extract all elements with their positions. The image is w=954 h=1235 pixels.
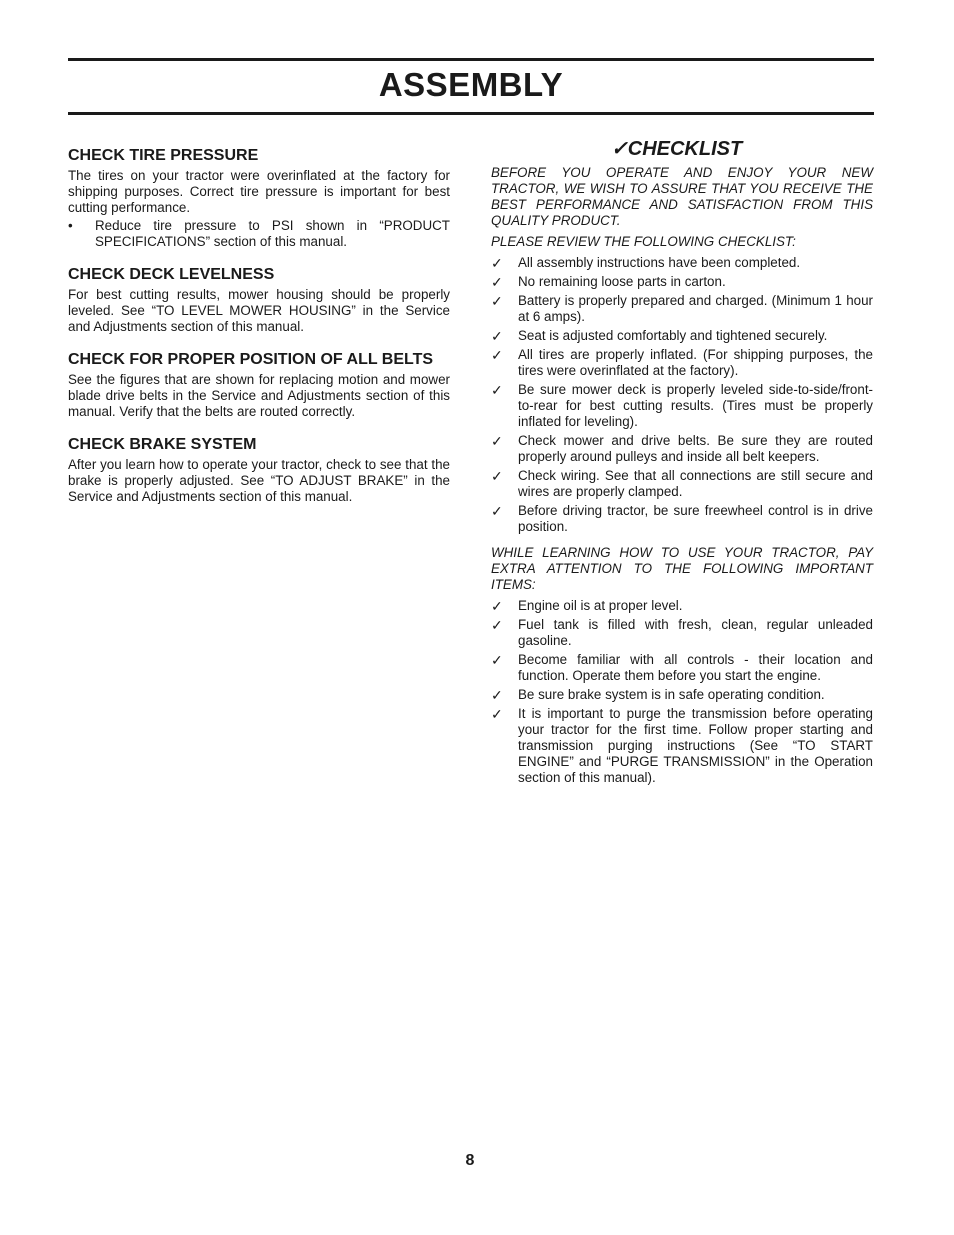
checkmark-icon: ✓ xyxy=(491,503,503,519)
checklist-list xyxy=(491,255,873,535)
bullet-text: Reduce tire pressure to PSI shown in “PRODUCT SPECIFICATIONS” section of this manual. xyxy=(95,218,450,249)
learning-item xyxy=(491,617,873,649)
section-tire-pressure xyxy=(68,146,450,250)
checklist-item-text: Check wiring. See that all connections are still secure and wires are properly clamped. xyxy=(518,468,873,499)
checklist-item-text: All tires are properly inflated. (For shipping purposes, the tires were overinflated at the factory). xyxy=(518,347,873,378)
checkmark-icon: ✓ xyxy=(491,617,503,633)
section-deck-levelness xyxy=(68,265,450,335)
learning-item xyxy=(491,598,873,614)
checkmark-icon: ✓ xyxy=(491,687,503,703)
section-body: The tires on your tractor were overinflated at the factory for shipping purposes. Correct tire pressure is important for best cutting performance. xyxy=(68,168,450,215)
learning-item-text: Engine oil is at proper level. xyxy=(518,598,683,613)
learning-item-text: Be sure brake system is in safe operating condition. xyxy=(518,687,825,702)
learning-item xyxy=(491,687,873,703)
checklist-item xyxy=(491,274,873,290)
checkmark-icon: ✓ xyxy=(491,652,503,668)
checkmark-icon: ✓ xyxy=(491,433,503,449)
header-top-rule xyxy=(68,58,874,61)
checklist-item xyxy=(491,347,873,379)
checklist-item-text: Before driving tractor, be sure freewheel control is in drive position. xyxy=(518,503,873,534)
checklist-item-text: No remaining loose parts in carton. xyxy=(518,274,726,289)
section-heading: CHECK FOR PROPER POSITION OF ALL BELTS xyxy=(68,351,434,368)
checklist-item-text: Seat is adjusted comfortably and tightened securely. xyxy=(518,328,828,343)
checklist-item-text: Check mower and drive belts. Be sure they are routed properly around pulleys and inside all belt keepers. xyxy=(518,433,873,464)
checklist-item xyxy=(491,503,873,535)
checkmark-icon: ✓ xyxy=(491,274,503,290)
learning-item-text: It is important to purge the transmission before operating your tractor for the first time. Follow proper starting and transmission purging instructions (See “TO START ENGINE” and “PURGE TRANSMISSION” in the Operation section of this manual). xyxy=(518,706,873,785)
checklist-item xyxy=(491,293,873,325)
bullet-item xyxy=(68,218,450,250)
checklist-item xyxy=(491,382,873,430)
checklist-item-text: Battery is properly prepared and charged. (Minimum 1 hour at 6 amps). xyxy=(518,293,873,324)
checklist-review-prompt: PLEASE REVIEW THE FOLLOWING CHECKLIST: xyxy=(491,234,796,249)
checkmark-icon: ✓ xyxy=(491,598,503,614)
checklist-item-text: All assembly instructions have been completed. xyxy=(518,255,801,270)
checklist-item xyxy=(491,328,873,344)
checklist-title: ✓CHECKLIST xyxy=(611,138,743,160)
page-number: 8 xyxy=(465,1152,475,1169)
page-title: ASSEMBLY xyxy=(378,66,564,103)
checkmark-icon: ✓ xyxy=(491,328,503,344)
checkmark-icon: ✓ xyxy=(491,382,503,398)
checklist-item xyxy=(491,255,873,271)
section-belts xyxy=(68,350,450,420)
section-body: See the figures that are shown for replacing motion and mower blade drive belts in the Service and Adjustments section of this manual. Verify that the belts are routed correctly. xyxy=(68,372,450,419)
learning-item xyxy=(491,706,873,786)
checklist-intro: BEFORE YOU OPERATE AND ENJOY YOUR NEW TRACTOR, WE WISH TO ASSURE THAT YOU RECEIVE THE BEST PERFORMANCE AND SATISFACTION FROM THIS QUALITY PRODUCT. xyxy=(491,165,873,228)
learning-item-text: Become familiar with all controls - their location and function. Operate them before you start the engine. xyxy=(518,652,873,683)
checklist-item xyxy=(491,468,873,500)
learning-list xyxy=(491,598,873,786)
section-body: For best cutting results, mower housing should be properly leveled. See “TO LEVEL MOWER HOUSING” in the Service and Adjustments section of this manual. xyxy=(68,287,450,334)
checkmark-icon: ✓ xyxy=(491,468,503,484)
header-bottom-rule xyxy=(68,112,874,115)
left-column xyxy=(68,146,450,520)
section-brake-system xyxy=(68,435,450,505)
learning-item-text: Fuel tank is filled with fresh, clean, regular unleaded gasoline. xyxy=(518,617,873,648)
bullet-dot-icon: • xyxy=(68,218,73,233)
checkmark-icon: ✓ xyxy=(491,347,503,363)
checkmark-icon: ✓ xyxy=(491,293,503,309)
checklist-item xyxy=(491,433,873,465)
section-heading: CHECK BRAKE SYSTEM xyxy=(68,436,257,453)
checklist-item-text: Be sure mower deck is properly leveled side-to-side/front-to-rear for best cutting results. (Tires must be properly inflated for leveling). xyxy=(518,382,873,429)
checkmark-icon: ✓ xyxy=(491,255,503,271)
section-heading: CHECK TIRE PRESSURE xyxy=(68,147,259,164)
section-body: After you learn how to operate your tractor, check to see that the brake is properly adjusted. See “TO ADJUST BRAKE” in the Service and Adjustments section of this manual. xyxy=(68,457,450,504)
learning-intro: WHILE LEARNING HOW TO USE YOUR TRACTOR, PAY EXTRA ATTENTION TO THE FOLLOWING IMPORTANT ITEMS: xyxy=(491,545,873,592)
section-heading: CHECK DECK LEVELNESS xyxy=(68,266,275,283)
checklist-column xyxy=(491,137,873,796)
checkmark-icon: ✓ xyxy=(491,706,503,722)
learning-item xyxy=(491,652,873,684)
